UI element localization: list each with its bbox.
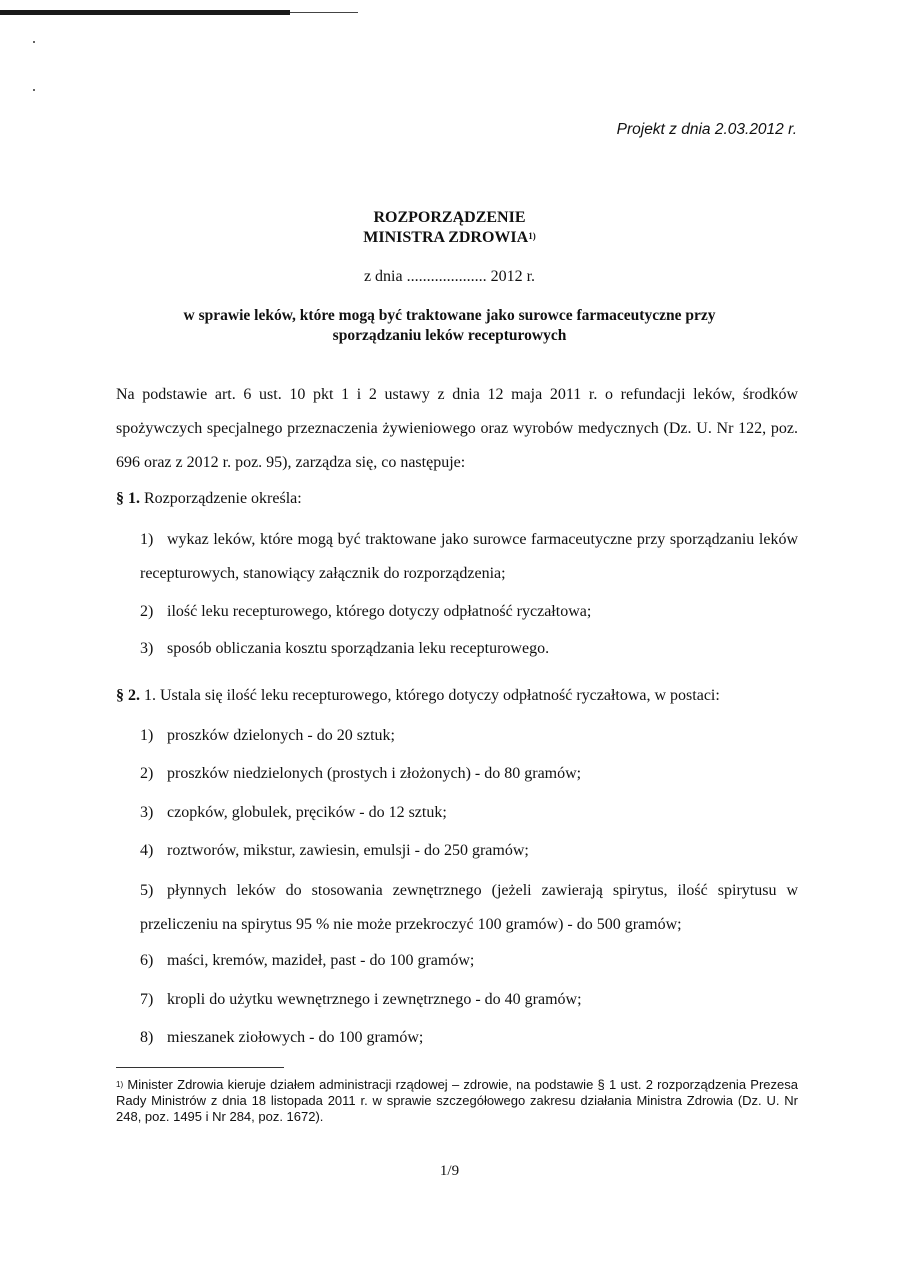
subject-line-2: sporządzaniu leków recepturowych [332, 327, 567, 344]
list-item-text: proszków niedzielonych (prostych i złożonych) - do 80 gramów; [167, 765, 582, 782]
list-item [140, 632, 798, 666]
list-item-text: proszków dzielonych - do 20 sztuk; [167, 727, 395, 744]
list-item-number: 6) [140, 952, 154, 969]
list-item-number: 8) [140, 1029, 154, 1046]
list-item-number: 2) [140, 765, 154, 782]
document-title [0, 208, 899, 248]
footnote-divider [116, 1067, 284, 1068]
list-item-number: 3) [140, 804, 154, 821]
footnote [116, 1077, 798, 1125]
list-item [140, 1021, 798, 1055]
list-item-text: kropli do użytku wewnętrznego i zewnętrznego - do 40 gramów; [167, 991, 582, 1008]
section-1-heading [116, 482, 798, 516]
list-item [140, 944, 798, 978]
section-2-heading [116, 679, 798, 713]
title-footnote-marker: 1) [528, 231, 536, 241]
list-item-text: sposób obliczania kosztu sporządzania leku recepturowego. [167, 640, 550, 657]
list-item [140, 874, 798, 942]
list-item-text: wykaz leków, które mogą być traktowane jako surowce farmaceutyczne przy sporządzaniu leków recepturowych, stanowiący załącznik do rozporządzenia; [140, 531, 798, 582]
page-number: 1/9 [439, 1163, 460, 1179]
list-item-text: roztworów, mikstur, zawiesin, emulsji - do 250 gramów; [167, 842, 529, 859]
title-line-2 [0, 228, 899, 248]
preamble: Na podstawie art. 6 ust. 10 pkt 1 i 2 ustawy z dnia 12 maja 2011 r. o refundacji leków, środków spożywczych specjalnego przeznaczenia żywieniowego oraz wyrobów medycznych (Dz. U. Nr 122, poz. 696 oraz z 2012 r. poz. 95), zarządza się, co następuje: [116, 386, 798, 471]
document-subject [0, 306, 899, 346]
list-item [140, 523, 798, 591]
footnote-text: Minister Zdrowia kieruje działem administracji rządowej – zdrowie, na podstawie § 1 ust. 2 rozporządzenia Prezesa Rady Ministrów z dnia 18 listopada 2011 r. w sprawie szczegółowego zakresu działania Ministra Zdrowia (Dz. U. Nr 248, poz. 1495 i Nr 284, poz. 1672). [116, 1077, 798, 1124]
scan-artifact-dot [33, 89, 35, 91]
list-item-text: mieszanek ziołowych - do 100 gramów; [167, 1029, 424, 1046]
list-item-text: płynnych leków do stosowania zewnętrznego (jeżeli zawierają spirytus, ilość spirytusu w przeliczeniu na spirytus 95 % nie może przekroczyć 100 gramów) - do 500 gramów; [140, 882, 798, 933]
list-item [140, 983, 798, 1017]
list-item [140, 719, 798, 753]
scan-artifact-dot [33, 41, 35, 43]
list-item-number: 1) [140, 727, 154, 744]
section-2-intro: 1. Ustala się ilość leku recepturowego, którego dotyczy odpłatność ryczałtowa, w postaci: [144, 687, 720, 704]
list-item [140, 595, 798, 629]
section-2-number: § 2. [116, 687, 140, 704]
section-1-intro: Rozporządzenie określa: [144, 490, 302, 507]
title-line-2-text: MINISTRA ZDROWIA [363, 229, 529, 246]
list-item-text: czopków, globulek, pręcików - do 12 sztuk; [167, 804, 447, 821]
scan-artifact-bar [0, 10, 290, 15]
list-item-number: 4) [140, 842, 154, 859]
title-line-1: ROZPORZĄDZENIE [373, 209, 526, 226]
list-item-text: ilość leku recepturowego, którego dotyczy odpłatność ryczałtowa; [167, 603, 592, 620]
list-item-number: 2) [140, 603, 154, 620]
section-1-number: § 1. [116, 490, 140, 507]
list-item-number: 5) [140, 882, 154, 899]
footnote-marker: 1) [116, 1080, 124, 1089]
list-item-text: maści, kremów, mazideł, past - do 100 gramów; [167, 952, 475, 969]
list-item [140, 796, 798, 830]
list-item [140, 757, 798, 791]
list-item-number: 1) [140, 531, 154, 548]
list-item [140, 834, 798, 868]
subject-line-1: w sprawie leków, które mogą być traktowane jako surowce farmaceutyczne przy [183, 307, 716, 324]
project-date: Projekt z dnia 2.03.2012 r. [616, 121, 797, 138]
scan-artifact-line [290, 12, 358, 13]
list-item-number: 3) [140, 640, 154, 657]
list-item-number: 7) [140, 991, 154, 1008]
date-line: z dnia .................... 2012 r. [363, 268, 536, 285]
